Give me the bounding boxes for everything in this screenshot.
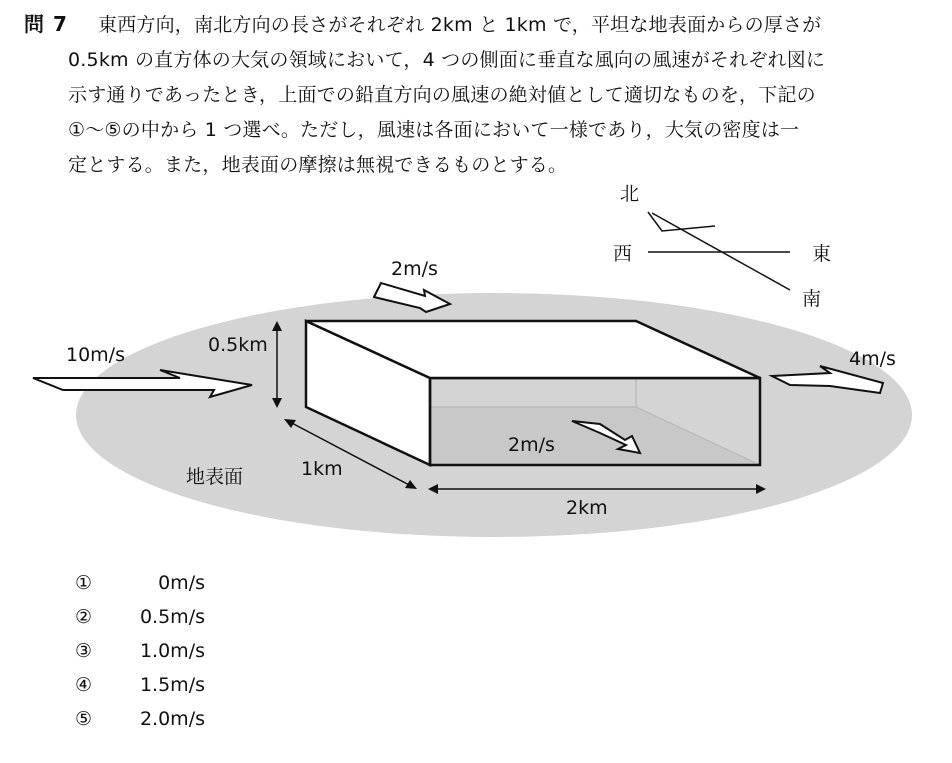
choice-item-3[interactable] — [75, 640, 315, 670]
choice-item-5[interactable] — [75, 708, 315, 738]
wind-south-label: 2m/s — [508, 434, 555, 456]
choice-number: ④ — [75, 674, 93, 696]
compass-east-label: 東 — [812, 243, 832, 265]
choice-value: 1.0m/s — [139, 640, 205, 662]
choice-value: 0m/s — [158, 572, 205, 594]
choice-value: 1.5m/s — [139, 674, 205, 696]
question-text-line: 0.5km の直方体の大気の領域において，4 つの側面に垂直な風向の風速がそれぞれ図に — [68, 49, 826, 71]
question-text-line: ①〜⑤の中から 1 つ選べ。ただし，風速は各面において一様であり，大気の密度は一 — [68, 119, 800, 141]
ground-label: 地表面 — [186, 466, 244, 488]
question-text-line: 東西方向，南北方向の長さがそれぞれ 2km と 1km で，平坦な地表面からの厚さが — [98, 14, 822, 36]
choice-number: ② — [75, 606, 93, 628]
question-text-line: 示す通りであったとき，上面での鉛直方向の風速の絶対値として適切なものを，下記の — [68, 84, 816, 106]
height-label: 0.5km — [208, 334, 268, 356]
choice-number: ① — [75, 572, 93, 594]
depth-label: 1km — [301, 458, 343, 480]
wind-west-label: 10m/s — [66, 344, 125, 366]
choice-number: ③ — [75, 640, 93, 662]
choice-value: 2.0m/s — [139, 708, 205, 730]
choice-item-2[interactable] — [75, 606, 315, 636]
wind-box-figure — [0, 170, 952, 560]
choice-item-4[interactable] — [75, 674, 315, 704]
compass — [613, 183, 831, 310]
compass-north-label: 北 — [620, 183, 640, 205]
choice-item-1[interactable] — [75, 572, 315, 602]
question-text-line: 定とする。また，地表面の摩擦は無視できるものとする。 — [68, 154, 568, 176]
width-label: 2km — [566, 497, 608, 519]
choice-number: ⑤ — [75, 708, 93, 730]
compass-south-label: 南 — [802, 288, 822, 310]
compass-west-label: 西 — [613, 243, 633, 265]
wind-north-label: 2m/s — [391, 258, 438, 280]
wind-east-label: 4m/s — [849, 348, 896, 370]
question-number: 問 7 — [24, 12, 68, 36]
choice-value: 0.5m/s — [139, 606, 205, 628]
